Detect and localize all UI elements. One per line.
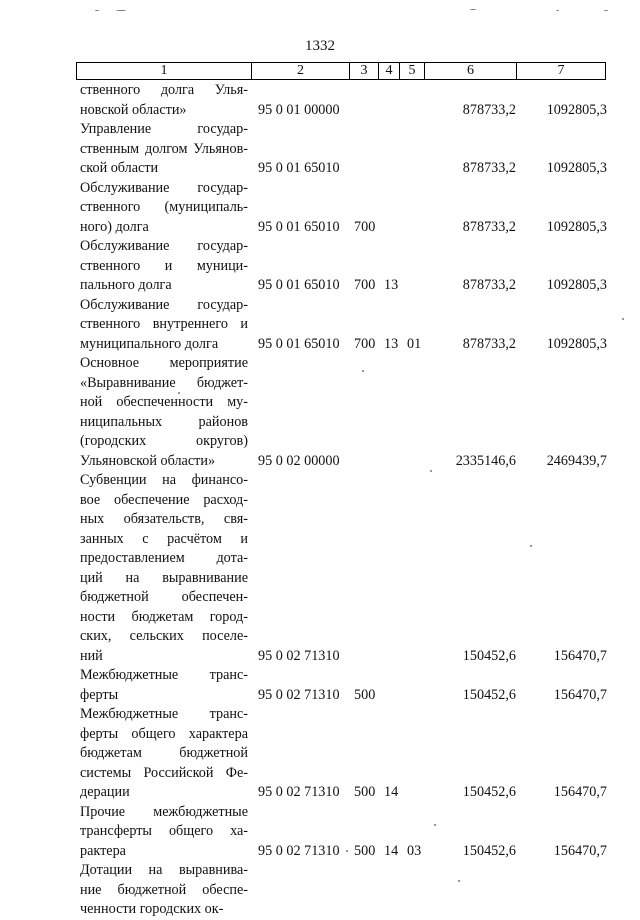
cell-rz: 13 — [384, 277, 399, 293]
cell-code: 95 0 02 71310 — [258, 647, 340, 664]
row-name — [80, 861, 248, 920]
cell-vr: 500 — [354, 784, 376, 800]
cell-code: 95 0 02 71310 — [258, 842, 340, 859]
cell-pr: 03 — [407, 842, 422, 859]
row-name-line: муниципального долга — [80, 335, 219, 352]
row-name — [80, 120, 248, 179]
cell-value-col7: 1092805,3 — [546, 277, 607, 293]
row-name-line: бюджетам бюджетной — [80, 745, 248, 761]
cell-code: 95 0 02 71310 — [258, 784, 340, 800]
budget-table-body — [80, 81, 620, 920]
column-header: 1 — [77, 63, 252, 80]
row-name-line: предоставлением дота- — [80, 550, 248, 566]
table-row — [80, 803, 620, 862]
cell-value-col7: 156470,7 — [553, 842, 607, 859]
scan-speck — [430, 470, 432, 472]
row-name — [80, 471, 248, 666]
table-row — [80, 296, 620, 355]
cell-value-col6: 878733,2 — [462, 218, 516, 235]
row-name-line: бюджетной обеспечен- — [80, 589, 248, 605]
table-row — [80, 179, 620, 238]
cell-code: 95 0 01 65010 — [258, 160, 340, 176]
row-name-line: рактера — [80, 842, 126, 859]
scan-speck — [116, 10, 126, 11]
scan-speck — [346, 850, 348, 852]
column-header-table — [76, 62, 606, 80]
row-name-line: ченности городских ок- — [80, 901, 224, 917]
cell-value-col7: 156470,7 — [553, 647, 607, 664]
cell-value-col7: 1092805,3 — [546, 101, 607, 118]
row-name — [80, 354, 248, 471]
table-row — [80, 861, 620, 920]
row-name-line: ской области — [80, 160, 159, 176]
row-name-line: Ульяновской области» — [80, 452, 216, 469]
row-name-line: ферты общего характера — [80, 725, 248, 742]
cell-value-col6: 150452,6 — [462, 686, 516, 703]
cell-code: 95 0 01 65010 — [258, 335, 340, 352]
scan-speck — [604, 10, 608, 11]
row-name-line: Основное мероприятие — [80, 355, 248, 371]
column-header: 6 — [425, 63, 517, 80]
cell-rz: 14 — [384, 842, 399, 859]
cell-value-col7: 1092805,3 — [546, 160, 607, 176]
row-name-line: (городских округов) — [80, 433, 248, 449]
scan-speck — [362, 370, 364, 372]
table-row — [80, 120, 620, 179]
cell-vr: 700 — [354, 277, 376, 293]
row-name-line: ственного и муници- — [80, 257, 248, 274]
cell-value-col6: 150452,6 — [462, 784, 516, 800]
table-row — [80, 81, 620, 120]
scan-speck — [622, 318, 624, 320]
cell-value-col6: 878733,2 — [462, 277, 516, 293]
row-name-line: Субвенции на финансо- — [80, 472, 248, 488]
cell-value-col7: 1092805,3 — [546, 335, 607, 352]
cell-value-col7: 156470,7 — [553, 686, 607, 703]
table-row — [80, 471, 620, 666]
row-name — [80, 803, 248, 862]
row-name-line: ственного внутреннего и — [80, 316, 248, 332]
row-name-line: ных обязательств, свя- — [80, 511, 248, 527]
cell-value-col6: 878733,2 — [462, 335, 516, 352]
row-name-line: ние бюджетной обеспе- — [80, 881, 248, 898]
scan-speck — [95, 10, 99, 11]
page-number: 1332 — [305, 38, 335, 54]
cell-code: 95 0 01 65010 — [258, 218, 340, 235]
cell-vr: 700 — [354, 335, 376, 352]
row-name-line: ций на выравнивание — [80, 569, 248, 586]
row-name — [80, 705, 248, 803]
cell-code: 95 0 02 71310 — [258, 686, 340, 703]
column-header: 2 — [252, 63, 350, 80]
cell-code: 95 0 01 00000 — [258, 101, 340, 118]
row-name — [80, 179, 248, 238]
row-name-line: Обслуживание государ- — [80, 238, 248, 254]
row-name-line: Межбюджетные транс- — [80, 667, 248, 683]
table-row — [80, 666, 620, 705]
row-name-line: ности бюджетам город- — [80, 608, 248, 625]
scan-speck — [556, 10, 559, 11]
cell-value-col6: 150452,6 — [462, 647, 516, 664]
row-name-line: системы Российской Фе- — [80, 764, 248, 781]
cell-rz: 13 — [384, 335, 399, 352]
row-name — [80, 666, 248, 705]
cell-value-col7: 156470,7 — [553, 784, 607, 800]
cell-vr: 700 — [354, 218, 376, 235]
column-header: 3 — [350, 63, 379, 80]
row-name-line: ских, сельских поселе- — [80, 628, 248, 644]
scan-speck — [458, 880, 460, 882]
row-name — [80, 237, 248, 296]
row-name-line: ственного долга Улья- — [80, 82, 248, 98]
row-name-line: новской области» — [80, 101, 187, 118]
cell-value-col6: 150452,6 — [462, 842, 516, 859]
cell-value-col7: 1092805,3 — [546, 218, 607, 235]
table-row — [80, 705, 620, 803]
row-name-line: «Выравнивание бюджет- — [80, 374, 248, 391]
row-name-line: вое обеспечение расход- — [80, 491, 248, 508]
cell-value-col6: 2335146,6 — [455, 452, 516, 469]
row-name-line: пального долга — [80, 277, 172, 293]
cell-code: 95 0 01 65010 — [258, 277, 340, 293]
scan-speck — [530, 545, 532, 547]
row-name-line: Обслуживание государ- — [80, 179, 248, 196]
row-name — [80, 81, 248, 120]
table-row — [80, 354, 620, 471]
row-name-line: Дотации на выравнива- — [80, 862, 248, 878]
scan-speck — [470, 9, 476, 10]
row-name-line: занных с расчётом и — [80, 530, 248, 547]
row-name-line: Обслуживание государ- — [80, 296, 248, 313]
cell-code: 95 0 02 00000 — [258, 452, 340, 469]
row-name-line: ственным долгом Ульянов- — [80, 140, 248, 157]
row-name-line: дерации — [80, 784, 130, 800]
row-name — [80, 296, 248, 355]
scan-speck — [434, 824, 436, 826]
row-name-line: ственного (муниципаль- — [80, 199, 248, 215]
row-name-line: ной обеспеченности му- — [80, 394, 248, 410]
column-header: 4 — [379, 63, 400, 80]
cell-value-col6: 878733,2 — [462, 160, 516, 176]
cell-pr: 01 — [407, 335, 422, 352]
row-name-line: Управление государ- — [80, 121, 248, 137]
row-name-line: ферты — [80, 686, 119, 703]
column-header: 5 — [400, 63, 425, 80]
row-name-line: Межбюджетные транс- — [80, 706, 248, 722]
column-header: 7 — [517, 63, 606, 80]
scan-speck — [178, 392, 180, 394]
row-name-line: ниципальных районов — [80, 413, 248, 430]
row-name-line: Прочие межбюджетные — [80, 803, 248, 820]
cell-vr: 500 — [354, 686, 376, 703]
cell-rz: 14 — [384, 784, 399, 800]
table-row — [80, 237, 620, 296]
row-name-line: трансферты общего ха- — [80, 823, 248, 839]
cell-value-col7: 2469439,7 — [546, 452, 607, 469]
row-name-line: ного) долга — [80, 218, 149, 235]
row-name-line: ний — [80, 647, 103, 664]
cell-value-col6: 878733,2 — [462, 101, 516, 118]
cell-vr: 500 — [354, 842, 376, 859]
